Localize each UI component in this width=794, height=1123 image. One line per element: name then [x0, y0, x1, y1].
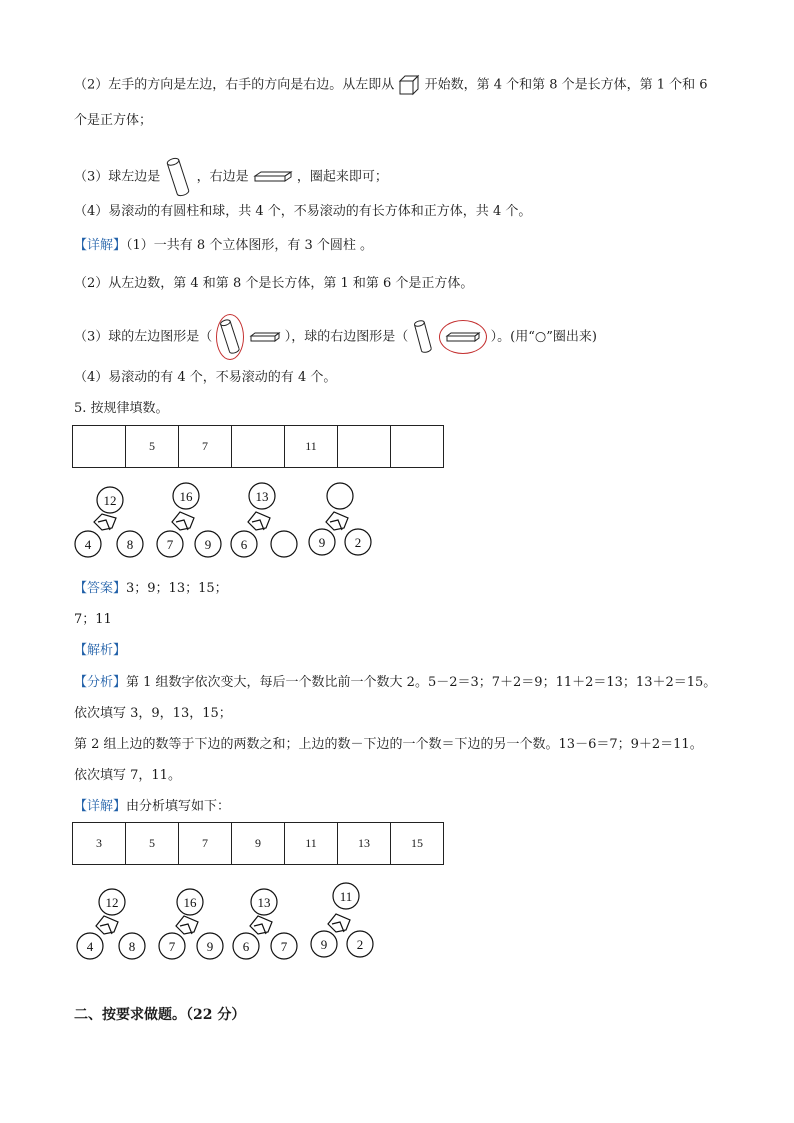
cyclist-body-icon: [172, 512, 194, 530]
text-line-2: [74, 74, 708, 96]
top-number: 13: [255, 489, 269, 504]
cyclist-figure: [157, 483, 221, 557]
detail-fill-line: [74, 799, 230, 815]
table-cell: 5: [126, 426, 179, 468]
cyclist-body-icon: [250, 916, 272, 934]
sequence-table-filled: [72, 822, 444, 865]
detail-tag: 【详解】: [74, 799, 127, 814]
cyclist-body-icon: [176, 916, 198, 934]
text-line-cont: [74, 113, 152, 129]
cyclist-figure: [311, 883, 373, 957]
table-cell: 7: [179, 823, 232, 865]
cyclist-body-icon: [96, 916, 118, 934]
text-segment: 第 1 组数字依次变大，每后一个数比前一个数大 2。5－2＝3；7＋2＝9；11＋2＝13；13＋2＝15。: [126, 675, 717, 690]
left-number: 6: [242, 939, 250, 954]
answer-tag: 【答案】: [74, 581, 127, 596]
analysis-line-1: [74, 675, 716, 691]
right-number: 8: [126, 537, 134, 552]
cyclist-figure: [309, 483, 371, 555]
text-segment: 7；11: [74, 612, 112, 627]
cyclist-body-icon: [328, 914, 350, 932]
top-number: 16: [179, 489, 193, 504]
text-line-3: [74, 155, 388, 199]
right-number: 8: [128, 939, 136, 954]
table-cell: [73, 426, 126, 468]
text-segment: ）。(用“○”圈出来): [490, 329, 597, 345]
left-number: 9: [320, 937, 328, 952]
cyclist-figures-question: [72, 478, 392, 562]
detail-line-1: [74, 238, 373, 254]
right-number: 9: [204, 537, 212, 552]
cyclist-figure: [233, 889, 297, 959]
text-segment: （2）左手的方向是左边，右手的方向是右边。从左即从: [74, 77, 395, 93]
table-cell: 13: [338, 823, 391, 865]
cyclist-figure: [231, 483, 297, 557]
answer-line-1: [74, 581, 228, 597]
text-segment: 开始数，第 4 个和第 8 个是长方体，第 1 个和 6: [424, 77, 708, 93]
text-segment: 依次填写 7，11。: [74, 768, 181, 783]
left-number: 9: [318, 535, 326, 550]
text-segment: 由分析填写如下：: [126, 799, 231, 814]
cyclist-figures-answer: [72, 880, 392, 964]
table-cell: 9: [232, 823, 285, 865]
right-number: 9: [206, 939, 214, 954]
table-cell: 15: [391, 823, 444, 865]
text-segment: ，右边是: [196, 169, 249, 185]
analysis-line-3: [74, 737, 703, 753]
cyclist-figure: [159, 889, 223, 959]
left-number: 7: [168, 939, 176, 954]
circled-cylinder: [216, 314, 244, 360]
cyclist-body-icon: [248, 512, 270, 530]
text-segment: ，圈起来即可；: [296, 169, 388, 185]
cyclist-figure: [77, 889, 145, 959]
text-segment: 5. 按规律填数。: [74, 401, 169, 416]
top-number: 13: [257, 895, 271, 910]
cyclist-body-icon: [94, 514, 116, 530]
text-segment: （4）易滚动的有圆柱和球，共 4 个，不易滚动的有长方体和正方体，共 4 个。: [74, 204, 532, 219]
text-segment: （3）球的左边图形是（: [74, 329, 213, 345]
table-cell: [232, 426, 285, 468]
text-segment: 个是正方体；: [74, 113, 153, 128]
text-segment: 第 2 组上边的数等于下边的两数之和；上边的数－下边的一个数＝下边的另一个数。13－6＝7；9＋2＝11。: [74, 737, 703, 752]
cylinder-icon: [217, 315, 243, 359]
text-segment: （3）球左边是: [74, 169, 161, 185]
left-number: 4: [84, 537, 92, 552]
text-segment: （1）一共有 8 个立体图形，有 3 个圆柱 。: [126, 238, 373, 253]
text-segment: （4）易滚动的有 4 个，不易滚动的有 4 个。: [74, 370, 337, 385]
sequence-table-blank: [72, 425, 444, 468]
text-line-4: [74, 204, 531, 220]
circled-cuboid: [439, 320, 487, 354]
top-number: 16: [183, 895, 197, 910]
analysis-sub-tag: 【分析】: [74, 675, 127, 690]
table-cell: 3: [73, 823, 126, 865]
right-wheel: [271, 531, 297, 557]
analysis-line-4: [74, 768, 181, 784]
cyclist-figure: [75, 487, 143, 557]
detail-tag: 【详解】: [74, 238, 127, 253]
section-heading: [74, 1007, 245, 1023]
top-number: 12: [105, 895, 119, 910]
cuboid-icon: [249, 330, 281, 344]
analysis-line-2: [74, 706, 232, 722]
table-cell: [391, 426, 444, 468]
left-number: 7: [166, 537, 174, 552]
right-number: 2: [354, 535, 362, 550]
table-cell: [338, 426, 391, 468]
cuboid-icon: [445, 330, 481, 344]
cylinder-icon: [164, 155, 192, 199]
cyclist-body-icon: [326, 512, 348, 530]
cylinder-icon: [412, 317, 434, 357]
text-segment: （2）从左边数，第 4 和第 8 个是长方体，第 1 和第 6 个是正方体。: [74, 276, 474, 291]
left-number: 4: [86, 939, 94, 954]
detail-line-2: [74, 276, 473, 292]
detail-line-4: [74, 370, 336, 386]
table-cell: 11: [285, 823, 338, 865]
cube-icon: [398, 74, 420, 96]
analysis-tag: 【解析】: [74, 643, 127, 658]
cuboid-icon: [253, 170, 293, 184]
left-number: 6: [240, 537, 248, 552]
top-number: 11: [339, 889, 353, 904]
right-number: 2: [356, 937, 364, 952]
text-segment: 3；9；13；15；: [126, 581, 228, 596]
question-5-title: [74, 401, 169, 417]
top-number: 12: [103, 493, 117, 508]
head-circle: [327, 483, 353, 509]
text-segment: 二、按要求做题。（22 分）: [74, 1007, 246, 1023]
table-cell: 5: [126, 823, 179, 865]
analysis-heading: [74, 643, 126, 659]
detail-line-3: [74, 314, 597, 360]
right-number: 7: [280, 939, 288, 954]
text-segment: ），球的右边图形是（: [284, 329, 409, 345]
table-cell: 7: [179, 426, 232, 468]
text-segment: 依次填写 3，9，13，15；: [74, 706, 232, 721]
table-cell: 11: [285, 426, 338, 468]
answer-line-2: [74, 612, 112, 628]
